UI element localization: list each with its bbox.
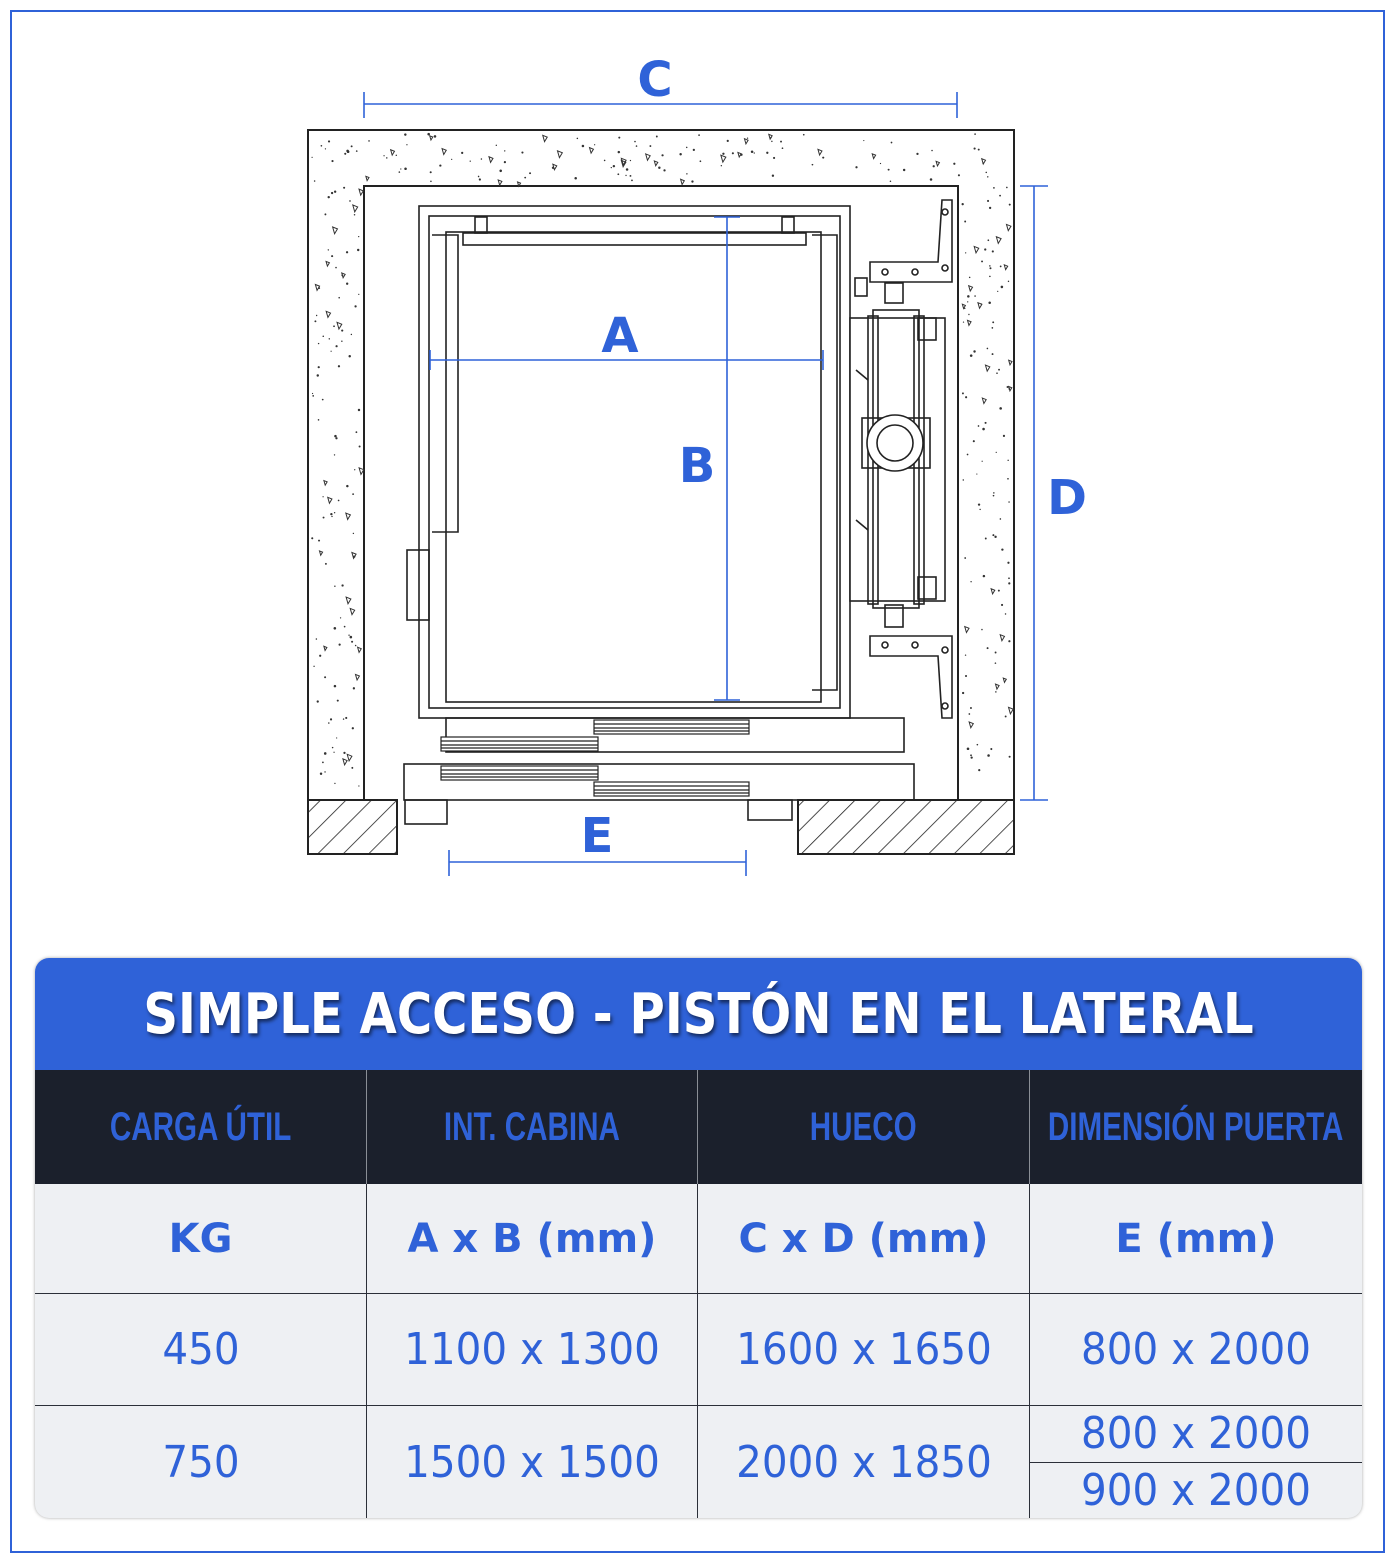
dimension-label-a: A — [601, 308, 639, 364]
header-cell — [35, 1070, 367, 1184]
header-hueco: HUECO — [810, 1104, 917, 1149]
header-cell — [367, 1070, 698, 1184]
dimension-label-e: E — [580, 808, 614, 864]
table-header-row — [35, 1070, 1362, 1184]
table-units-row — [35, 1184, 1362, 1294]
unit-puerta: E (mm) — [1115, 1215, 1277, 1262]
cabina-value: 1500 x 1500 — [404, 1436, 660, 1488]
table-cell — [35, 1406, 367, 1518]
table-cell — [1030, 1406, 1362, 1518]
hueco-value: 2000 x 1850 — [735, 1436, 992, 1488]
puerta-value: 800 x 2000 — [1080, 1324, 1311, 1375]
carga-value: 750 — [161, 1436, 240, 1488]
puerta-value: 900 x 2000 — [1080, 1464, 1311, 1516]
spec-table — [35, 958, 1362, 1518]
cabina-value: 1100 x 1300 — [404, 1324, 660, 1375]
table-cell — [35, 1294, 367, 1405]
dimension-label-c: C — [637, 52, 673, 108]
floor-slab-right — [798, 800, 1014, 854]
dimension-label-d: D — [1047, 470, 1087, 526]
units-cell — [698, 1184, 1030, 1293]
table-title-bar — [35, 958, 1362, 1070]
unit-carga: KG — [168, 1215, 233, 1262]
unit-hueco: C x D (mm) — [738, 1215, 989, 1262]
header-puerta: DIMENSIÓN PUERTA — [1048, 1104, 1344, 1149]
piston-assembly — [850, 200, 952, 718]
table-cell — [698, 1294, 1030, 1405]
header-cell — [1030, 1070, 1362, 1184]
puerta-option — [1030, 1406, 1362, 1463]
table-cell — [367, 1294, 698, 1405]
dimension-label-b: B — [678, 438, 716, 494]
header-cabina: INT. CABINA — [444, 1104, 620, 1149]
table-title: SIMPLE ACCESO - PISTÓN EN EL LATERAL — [143, 981, 1254, 1047]
puerta-option — [1030, 1463, 1362, 1519]
units-cell — [35, 1184, 367, 1293]
door-panels — [441, 720, 749, 796]
floor-slab-left — [308, 800, 397, 854]
table-cell — [1030, 1294, 1362, 1405]
table-row — [35, 1406, 1362, 1518]
hueco-value: 1600 x 1650 — [735, 1324, 992, 1375]
cabin — [407, 206, 850, 718]
table-cell — [367, 1406, 698, 1518]
header-carga: CARGA ÚTIL — [109, 1104, 292, 1149]
table-cell — [698, 1406, 1030, 1518]
unit-cabina: A x B (mm) — [407, 1215, 657, 1262]
header-cell — [698, 1070, 1030, 1184]
units-cell — [1030, 1184, 1362, 1293]
puerta-value: 800 x 2000 — [1080, 1408, 1311, 1460]
table-row — [35, 1294, 1362, 1406]
carga-value: 450 — [161, 1324, 240, 1375]
units-cell — [367, 1184, 698, 1293]
